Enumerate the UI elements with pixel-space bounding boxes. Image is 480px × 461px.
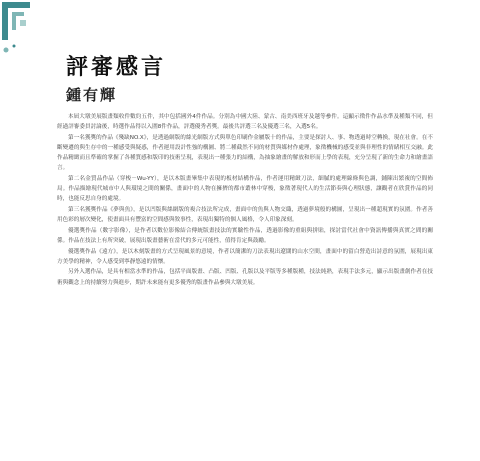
- page-title: 評審感言: [66, 54, 167, 80]
- article-body: [57, 112, 433, 288]
- paragraph: 第一名獲獎的作品《殘缺NO.X》，是透過網版的絲光網版方式與單色印刷作金屬版十的作品，主要是探討人、事、物透過時空轉換，現在社會。在不斷變遷的與生存中的一種感受與疑惑，作者運用設計性強的構圖、將二種截然不同的材質與媒材作處理，象徵機械的感受並與非理性的情緒相互交融。此作品精緻而且準確的掌握了各種質感和版印的技術呈現，表現出一種張力的結構，為抽象繪畫的解放和形而上學的表現，充分呈現了新的生命力和繪畫語言。: [57, 134, 433, 172]
- author-name: 鍾有輝: [66, 86, 118, 104]
- corner-ornament-icon: [0, 0, 40, 60]
- paragraph: 第三名獲獎作品《夢與魚》，是以凹版與絲網版的複合技法所完成，畫面中的魚與人物交織，透過夢境般的構圖，呈現出一種超現實的氛圍。作者善用色彩的層次變化，使畫面具有豐富的空間感與敘事性，表現出獨特的個人風格，令人印象深刻。: [57, 207, 433, 224]
- paragraph: 第二名金質品作品（穿梭－Wu-YY），是以木版畫畢集中表現的板材結構作品，作者運用精緻刀法，細膩的處理線條與色調，鋪陳出繁複的空間佈局。作品描繪現代城市中人與環境之間的關係，畫面中的人物在擁擠的都市叢林中穿梭，象徵著現代人的生活節奏與心理狀態，讓觀者在欣賞作品的同時，也能反思自身的處境。: [57, 176, 433, 203]
- paragraph: 本屆大墩美展版畫類收件數約五件，其中包括國外4件作品。分別為中國大陸、蒙古、南美西班牙及越等參件。這顯示徵件作品水準及種類不同，但經過評審委員討論後，時選作品得以入圍8件作品，評選優秀者獎。最後共評選三名及優選三名，入選5名。: [57, 114, 433, 131]
- paragraph: 另外入選作品，是具有相當水準的作品，包括平面版畫、凸版、凹版、孔版以及平版等多種版種，技法純熟，表現手法多元，顯示出版畫創作者在技術與觀念上的持續努力與進步，期許未來能有更多優秀的版畫作品參與大墩美展。: [57, 269, 433, 286]
- paragraph: 優選獎作品（數字影像），是作者以數位影像結合傳統版畫技法的實驗性作品，透過影像的重組與拼貼，探討當代社會中資訊傳播與真實之間的關係。作品在技法上有所突破，展現出版畫藝術在當代的多元可能性，值得肯定與鼓勵。: [57, 227, 433, 244]
- paragraph: 優選獎作品《遠方》，是以木刻版畫的方式呈現風景的意境，作者以簡潔的刀法表現出遼闊的山水空間，畫面中的留白營造出詩意的氛圍，展現出東方美學的精神，令人感受到寧靜悠遠的情懷。: [57, 248, 433, 265]
